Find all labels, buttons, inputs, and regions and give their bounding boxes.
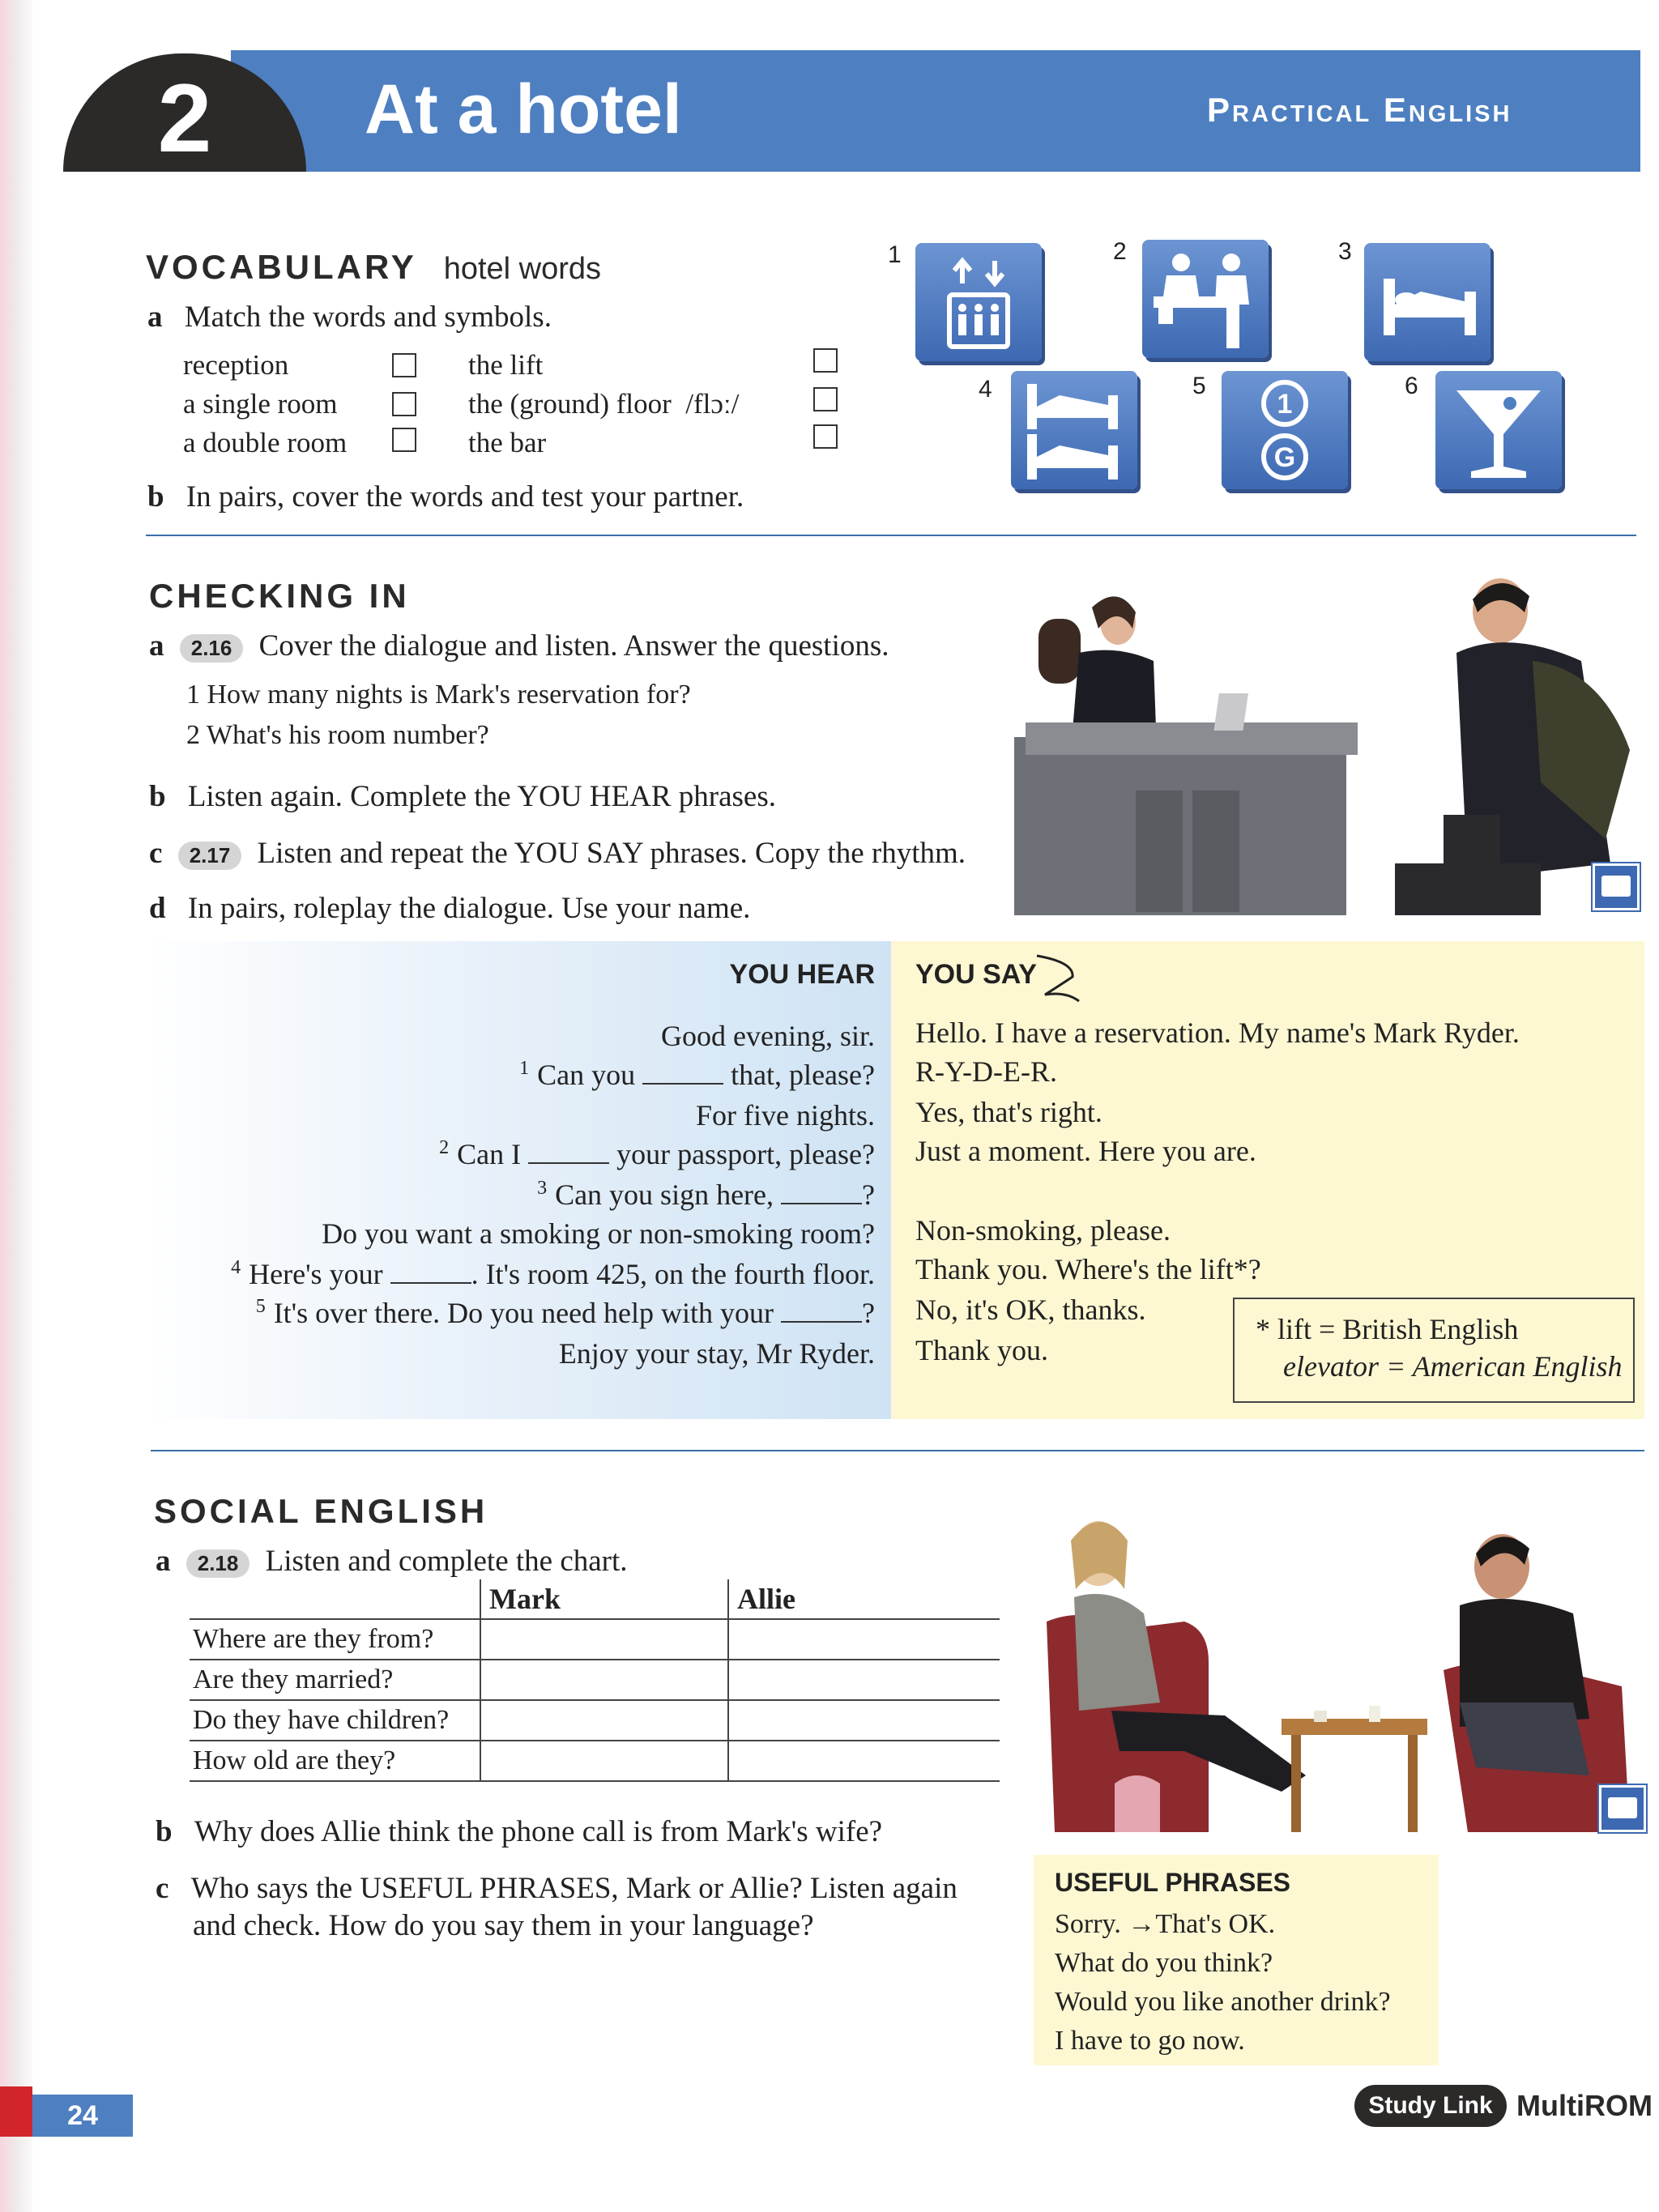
checking-in-d	[149, 891, 750, 927]
chart-cell[interactable]	[480, 1619, 728, 1660]
chart-cell[interactable]	[728, 1660, 1000, 1700]
item-text: Match the words and symbols.	[184, 300, 552, 334]
item-letter: b	[149, 780, 166, 813]
footnote-line-1: * lift = British English	[1256, 1313, 1519, 1345]
audio-track-badge[interactable]: 2.18	[186, 1549, 250, 1578]
question-2: 2 What's his room number?	[186, 720, 489, 750]
you-hear-line: $^1$ Can you that, please?	[519, 1058, 875, 1091]
you-hear-line: Do you want a smoking or non-smoking room?	[322, 1217, 875, 1250]
item-text: Listen and repeat the YOU SAY phrases. Copy the rhythm.	[257, 837, 966, 870]
answer-chart	[190, 1579, 1000, 1782]
multirom-label: MultiROM	[1516, 2089, 1653, 2122]
checking-in-b	[149, 779, 776, 815]
word-ground-floor: the (ground) floor /flɔː/	[468, 388, 740, 420]
item-letter: b	[147, 480, 164, 514]
social-c-line2: and check. How do you say them in your language?	[193, 1909, 814, 1942]
lounge-photo	[1038, 1508, 1638, 1840]
item-text: Listen again. Complete the YOU HEAR phrases.	[187, 780, 776, 813]
you-say-line: Non-smoking, please.	[915, 1214, 1171, 1247]
question-1: 1 How many nights is Mark's reservation for?	[186, 680, 691, 710]
section-label: Practical English	[1207, 91, 1512, 129]
icon-number: 3	[1338, 238, 1352, 265]
you-say-line: Just a moment. Here you are.	[915, 1135, 1256, 1167]
you-say-label: YOU SAY	[915, 959, 1037, 990]
answer-box[interactable]	[813, 387, 838, 411]
vocabulary-heading	[146, 248, 601, 287]
word-reception: reception	[183, 349, 289, 381]
single-bed-icon	[1364, 243, 1491, 361]
chart-cell[interactable]	[728, 1741, 1000, 1781]
useful-phrase: I have to go now.	[1055, 2026, 1245, 2056]
icon-number: 6	[1405, 373, 1418, 399]
item-letter: a	[156, 1545, 171, 1578]
useful-phrase: What do you think?	[1055, 1948, 1273, 1978]
floor-icon-upper: 1	[1277, 389, 1293, 420]
you-say-line: Hello. I have a reservation. My name's Mark Ryder.	[915, 1016, 1520, 1049]
answer-box[interactable]	[392, 392, 416, 416]
chart-col-mark: Mark	[480, 1579, 728, 1619]
page-tab-marker	[0, 2086, 32, 2137]
word-single-room: a single room	[183, 388, 338, 420]
video-icon[interactable]	[1599, 1785, 1646, 1832]
reception-icon	[1142, 240, 1269, 358]
you-hear-line: Enjoy your stay, Mr Ryder.	[558, 1337, 875, 1370]
you-hear-line: Good evening, sir.	[661, 1020, 875, 1052]
chart-row-label: Are they married?	[190, 1660, 480, 1700]
item-text: Who says the USEFUL PHRASES, Mark or Allie? Listen again	[190, 1872, 957, 1905]
chart-row-label: How old are they?	[190, 1741, 480, 1781]
item-letter: d	[149, 892, 166, 925]
lift-icon	[915, 243, 1042, 361]
section-divider	[146, 535, 1636, 536]
you-hear-line: For five nights.	[696, 1099, 875, 1132]
vocabulary-title: VOCABULARY	[146, 248, 417, 286]
word-bar: the bar	[468, 427, 547, 458]
chart-col-allie: Allie	[728, 1579, 1000, 1619]
floor-icon-lower: G	[1273, 442, 1296, 473]
icon-number: 2	[1113, 238, 1127, 265]
answer-box[interactable]	[813, 424, 838, 449]
useful-phrases-heading: USEFUL PHRASES	[1055, 1868, 1291, 1897]
word-double-room: a double room	[183, 427, 348, 458]
you-say-line: R-Y-D-E-R.	[915, 1055, 1057, 1088]
item-text: In pairs, cover the words and test your partner.	[186, 480, 744, 514]
vocab-b	[147, 479, 744, 515]
audio-track-badge[interactable]: 2.16	[180, 634, 244, 663]
you-hear-lines	[143, 1019, 875, 1392]
answer-box[interactable]	[813, 348, 838, 373]
answer-blank[interactable]	[528, 1141, 609, 1164]
chart-cell[interactable]	[480, 1660, 728, 1700]
you-hear-line: $^3$ Can you sign here, ?	[537, 1178, 875, 1211]
page-number: 24	[32, 2095, 133, 2137]
answer-blank[interactable]	[781, 1300, 862, 1323]
social-english-heading: SOCIAL ENGLISH	[154, 1492, 488, 1530]
word-lift: the lift	[468, 349, 544, 381]
chart-cell[interactable]	[480, 1700, 728, 1741]
item-text: Listen and complete the chart.	[265, 1545, 628, 1578]
you-say-line: Thank you. Where's the lift*?	[915, 1253, 1261, 1285]
item-text: Cover the dialogue and listen. Answer the questions.	[258, 629, 889, 663]
page-edge	[0, 0, 32, 2212]
footnote-line-2: elevator = American English	[1283, 1350, 1623, 1383]
you-hear-label: YOU HEAR	[729, 959, 875, 990]
answer-box[interactable]	[392, 428, 416, 452]
section-divider	[151, 1450, 1644, 1451]
speech-bubble-icon	[1034, 949, 1082, 1006]
unit-title: At a hotel	[365, 70, 682, 148]
you-hear-line: $^2$ Can I your passport, please?	[439, 1137, 875, 1170]
chart-row-label: Do they have children?	[190, 1700, 480, 1741]
item-text: In pairs, roleplay the dialogue. Use your name.	[187, 892, 751, 925]
item-letter: c	[156, 1872, 169, 1905]
you-say-line: Yes, that's right.	[915, 1096, 1102, 1128]
social-b	[156, 1814, 882, 1850]
vocab-a	[147, 300, 552, 335]
checking-in-heading: CHECKING IN	[149, 577, 410, 615]
icon-number: 1	[888, 241, 902, 268]
checking-in-c	[149, 836, 966, 872]
chart-corner	[190, 1579, 480, 1619]
answer-blank[interactable]	[781, 1182, 862, 1204]
audio-track-badge[interactable]: 2.17	[178, 842, 242, 870]
icon-number: 5	[1192, 373, 1206, 399]
chart-cell[interactable]	[728, 1700, 1000, 1741]
chart-row-label: Where are they from?	[190, 1619, 480, 1660]
bar-icon	[1435, 371, 1562, 489]
social-a	[156, 1544, 628, 1579]
useful-phrase: Would you like another drink?	[1055, 1987, 1391, 2017]
you-hear-line: $^5$ It's over there. Do you need help with your ?	[255, 1296, 875, 1329]
item-letter: c	[149, 837, 163, 870]
video-icon[interactable]	[1593, 863, 1640, 910]
checking-in-a	[149, 629, 889, 664]
answer-blank[interactable]	[390, 1261, 471, 1284]
icon-number: 4	[979, 376, 992, 403]
useful-phrases-box	[1034, 1855, 1439, 2065]
unit-number: 2	[157, 64, 212, 173]
footnote-box	[1233, 1298, 1635, 1403]
you-say-line: Thank you.	[915, 1334, 1048, 1366]
study-link-badge: Study Link	[1354, 2085, 1507, 2127]
double-bed-icon	[1011, 371, 1137, 489]
item-letter: b	[156, 1815, 173, 1848]
social-c	[156, 1871, 957, 1907]
answer-blank[interactable]	[642, 1062, 723, 1085]
chart-cell[interactable]	[480, 1741, 728, 1781]
answer-box[interactable]	[392, 353, 416, 377]
vocabulary-subheading: hotel words	[443, 252, 602, 286]
useful-phrase: Sorry. →That's OK.	[1055, 1909, 1276, 1939]
reception-photo	[1014, 572, 1638, 915]
item-letter: a	[147, 300, 163, 334]
item-text: Why does Allie think the phone call is from Mark's wife?	[194, 1815, 883, 1848]
you-hear-line: $^4$ Here's your . It's room 425, on the fourth floor.	[231, 1257, 875, 1290]
floor-icon	[1222, 371, 1348, 489]
you-say-line: No, it's OK, thanks.	[915, 1294, 1146, 1326]
chart-cell[interactable]	[728, 1619, 1000, 1660]
item-letter: a	[149, 629, 164, 663]
